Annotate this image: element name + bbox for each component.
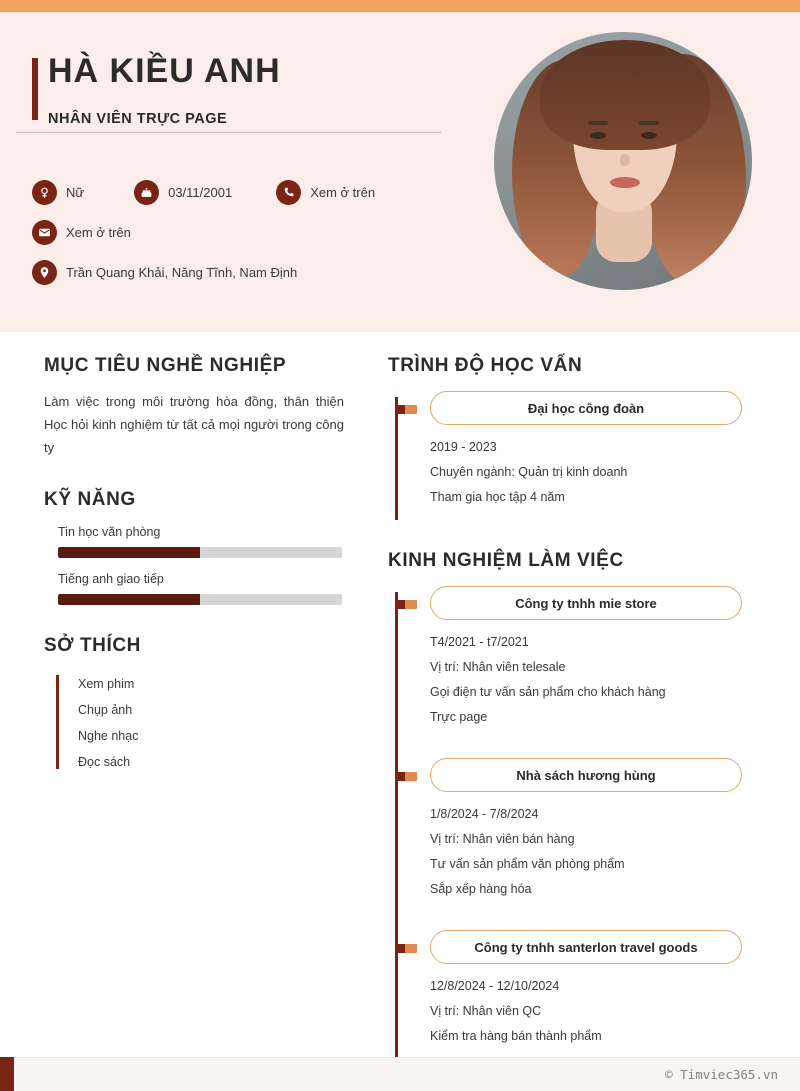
skills-title: KỸ NĂNG: [44, 489, 136, 511]
hobbies-rail: [56, 675, 59, 769]
objective-text: Làm việc trong môi trường hòa đồng, thân thiện Học hỏi kinh nghiệm từ tất cả mọi người trong công ty: [44, 394, 344, 455]
right-column: [388, 355, 760, 1059]
contact-birthday-text: 03/11/2001: [168, 185, 233, 200]
avatar-lips: [610, 177, 640, 188]
list-item: Chụp ảnh: [78, 703, 133, 718]
contact-birthday: [134, 180, 232, 205]
skill-bar-fill: [58, 594, 200, 605]
footer-credit: © Timviec365.vn: [665, 1067, 778, 1082]
skill-bar-fill: [58, 547, 200, 558]
contact-gender: [32, 180, 84, 205]
detail-line: Chuyên ngành: Quản trị kinh doanh: [430, 465, 628, 479]
top-accent-bar: [0, 0, 800, 12]
detail-line: Tham gia học tập 4 năm: [430, 490, 565, 504]
contact-list: [32, 180, 472, 300]
education-timeline: [388, 391, 760, 520]
name-accent-bar: [32, 58, 38, 120]
avatar-eye-left: [590, 132, 606, 139]
experience-company: Công ty tnhh santerlon travel goods: [430, 930, 742, 964]
phone-icon: [276, 180, 301, 205]
experience-entry: [418, 758, 760, 912]
detail-line: Trực page: [430, 710, 488, 724]
timeline-rail: [395, 397, 398, 520]
experience-company: Nhà sách hương hùng: [430, 758, 742, 792]
education-school: Đại học công đoàn: [430, 391, 742, 425]
contact-address: [32, 260, 297, 285]
avatar: [494, 32, 752, 290]
birthday-cake-icon: [134, 180, 159, 205]
job-title: NHÂN VIÊN TRỰC PAGE: [48, 111, 228, 128]
cv-header: [0, 12, 800, 332]
timeline-marker: [395, 772, 417, 781]
section-experience: [388, 550, 760, 1059]
experience-timeline: [388, 586, 760, 1059]
avatar-brow-left: [588, 121, 608, 125]
education-title: TRÌNH ĐỘ HỌC VẤN: [388, 355, 583, 376]
section-education: [388, 355, 760, 520]
detail-line: Kiểm tra hàng bán thành phẩm: [430, 1029, 602, 1043]
section-objective: [44, 355, 344, 459]
objective-title: MỤC TIÊU NGHỀ NGHIỆP: [44, 355, 287, 376]
experience-details: [418, 802, 760, 902]
skill-label: Tiếng anh giao tiếp: [58, 572, 164, 587]
detail-line: T4/2021 - t7/2021: [430, 635, 529, 649]
contact-email: [32, 220, 131, 245]
contact-row-3: [32, 260, 472, 285]
contact-row-2: [32, 220, 472, 245]
timeline-marker: [395, 600, 417, 609]
avatar-brow-right: [639, 121, 659, 125]
experience-company: Công ty tnhh mie store: [430, 586, 742, 620]
experience-title: KINH NGHIỆM LÀM VIỆC: [388, 550, 624, 571]
hobbies-list: [44, 671, 344, 775]
section-hobbies: [44, 635, 344, 775]
list-item: Đọc sách: [78, 755, 131, 770]
footer: [0, 1057, 800, 1091]
skill-bar-track: [58, 594, 342, 605]
footer-accent: [0, 1057, 14, 1091]
left-column: [44, 355, 344, 775]
list-item: Nghe nhạc: [78, 729, 139, 744]
gender-icon: [32, 180, 57, 205]
detail-line: 12/8/2024 - 12/10/2024: [430, 979, 560, 993]
experience-details: [418, 974, 760, 1049]
education-details: [418, 435, 760, 510]
contact-address-text: Trần Quang Khải, Năng Tĩnh, Nam Định: [66, 265, 298, 280]
detail-line: Vị trí: Nhân viên telesale: [430, 660, 566, 674]
name-block: [32, 52, 452, 127]
hobbies-title: SỞ THÍCH: [44, 635, 142, 657]
contact-row-1: [32, 180, 472, 205]
experience-entry: [418, 586, 760, 740]
skill-label: Tin học văn phòng: [58, 525, 161, 540]
header-divider: [16, 132, 441, 133]
experience-entry: [418, 930, 760, 1059]
skill-bar-track: [58, 547, 342, 558]
contact-email-text: Xem ở trên: [66, 225, 131, 240]
skill-item: [44, 572, 344, 605]
detail-line: Gọi điện tư vấn sản phẩm cho khách hàng: [430, 685, 666, 699]
detail-line: 2019 - 2023: [430, 440, 497, 454]
skill-item: [44, 525, 344, 558]
avatar-nose: [620, 154, 630, 166]
contact-gender-text: Nữ: [66, 185, 85, 200]
email-icon: [32, 220, 57, 245]
location-pin-icon: [32, 260, 57, 285]
experience-details: [418, 630, 760, 730]
avatar-eye-right: [641, 132, 657, 139]
detail-line: 1/8/2024 - 7/8/2024: [430, 807, 539, 821]
detail-line: Tư vấn sản phẩm văn phòng phẩm: [430, 857, 625, 871]
contact-phone: [276, 180, 375, 205]
detail-line: Vị trí: Nhân viên bán hàng: [430, 832, 575, 846]
timeline-marker: [395, 944, 417, 953]
candidate-name: HÀ KIỀU ANH: [48, 52, 281, 90]
education-entry: [418, 391, 760, 520]
list-item: Xem phim: [78, 677, 135, 692]
timeline-rail: [395, 592, 398, 1059]
avatar-hair-top: [540, 40, 710, 150]
detail-line: Vị trí: Nhân viên QC: [430, 1004, 542, 1018]
detail-line: Sắp xếp hàng hóa: [430, 882, 532, 896]
section-skills: [44, 489, 344, 605]
timeline-marker: [395, 405, 417, 414]
contact-phone-text: Xem ở trên: [310, 185, 376, 200]
